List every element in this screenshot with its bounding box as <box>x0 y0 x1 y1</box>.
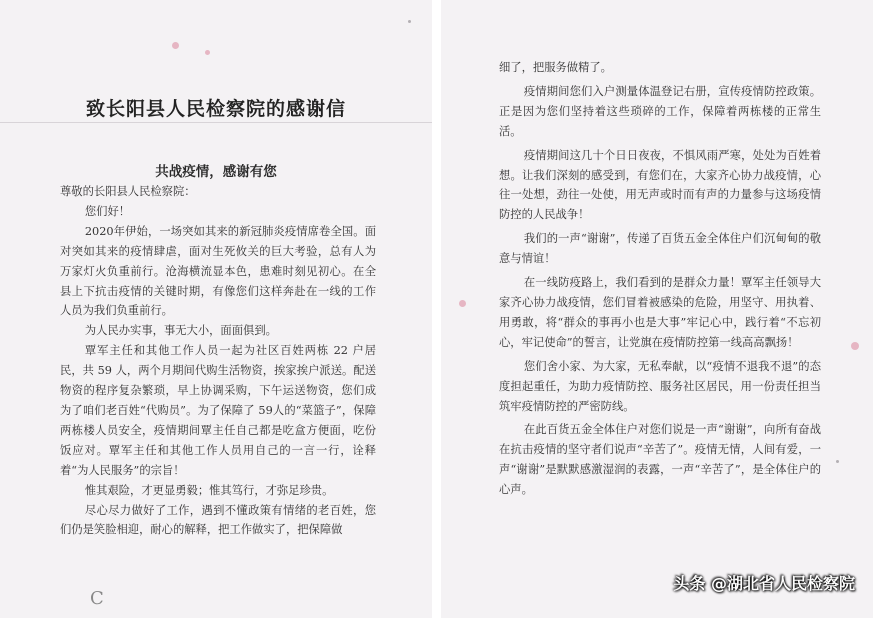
watermark-text: 头条 @湖北省人民检察院 <box>673 574 855 593</box>
salutation: 尊敬的长阳县人民检察院： <box>60 185 196 198</box>
paragraph: 在此百货五金全体住户对您们说是一声“谢谢”，向所有奋战在抗击疫情的坚守者们说声“辛苦了”。疫情无情，人间有爱，一声“谢谢”是默默感激湿润的表露，一声“辛苦了”，是全体住户的心声。 <box>499 423 821 497</box>
letter-subtitle: 共战疫情，感谢有您 <box>155 164 277 180</box>
letter-page-left <box>0 0 432 618</box>
paragraph: 尽心尽力做好了工作，遇到不懂政策有情绪的老百姓，您们仍是笑脸相迎，耐心的解释，把工作做实了，把保障做 <box>60 503 376 537</box>
paragraph: 您们舍小家、为大家，无私奉献，以“疫情不退我不退”的态度担起重任，为助力疫情防控、服务社区居民，用一份责任担当筑牢疫情防控的严密防线。 <box>499 359 821 413</box>
ink-spot <box>205 50 210 55</box>
scan-dot <box>836 460 839 463</box>
letter-body-left <box>60 182 376 540</box>
paragraph: 惟其艰险，才更显勇毅；惟其笃行，才弥足珍贵。 <box>84 483 334 497</box>
paragraph: 为人民办实事，事无大小，面面俱到。 <box>84 324 277 338</box>
page-mark: C <box>90 588 104 609</box>
letter-body-right <box>499 58 821 504</box>
paragraph: 2020年伊始，一场突如其来的新冠肺炎疫情席卷全国。面对突如其来的疫情肆虐，面对生死攸关的巨大考验，总有人为万家灯火负重前行。沧海横流显本色，患难时刻见初心。在全县上下抗击疫情的关键时期，有像您们这样奔赴在一线的工作人员为我们负重前行。 <box>60 224 376 318</box>
scan-dot <box>408 20 411 23</box>
greeting: 您们好！ <box>84 204 131 218</box>
paragraph: 覃军主任和其他工作人员一起为社区百姓两栋 22 户居民，共 59 人，两个月期间代购生活物资，挨家挨户派送。配送物资的程序复杂繁琐，早上协调采购，下午运送物资，您们成为了咱们老百姓“代购员”。为了保障了 59人的“菜篮子”，保障两栋楼人员安全，疫情期间覃主任自己都是吃盒方便面，吃份饭应对。覃军主任和其他工作人员用自己的一言一行，诠释着“为人民服务”的宗旨！ <box>60 344 376 477</box>
watermark <box>673 571 855 594</box>
ink-spot <box>851 342 859 350</box>
paragraph: 疫情期间您们入户测量体温登记右册，宣传疫情防控政策。正是因为您们坚持着这些琐碎的工作，保障着两栋楼的正常生活。 <box>499 84 821 138</box>
ink-spot <box>459 300 466 307</box>
letter-title: 致长阳县人民检察院的感谢信 <box>85 98 346 120</box>
paragraph: 细了，把服务做精了。 <box>499 61 612 74</box>
ink-spot <box>172 42 179 49</box>
paragraph: 疫情期间这几十个日日夜夜，不惧风雨严寒，处处为百姓着想。让我们深刻的感受到，有您们在，大家齐心协力战疫情，心往一处想，劲往一处使，用无声或时而有声的力量参与这场疫情防控的人民战争！ <box>499 148 821 222</box>
page-fold-line <box>0 122 432 123</box>
paragraph: 我们的一声“谢谢”，传递了百货五金全体住户们沉甸甸的敬意与情谊！ <box>499 232 821 266</box>
letter-page-right <box>441 0 873 618</box>
paragraph: 在一线防疫路上，我们看到的是群众力量！覃军主任领导大家齐心协力战疫情，您们冒着被感染的危险，用坚守、用执着、用勇敢，将“群众的事再小也是大事”牢记心中，践行着“不忘初心，牢记使命”的誓言，让党旗在疫情防控第一线高高飘扬！ <box>499 276 821 349</box>
